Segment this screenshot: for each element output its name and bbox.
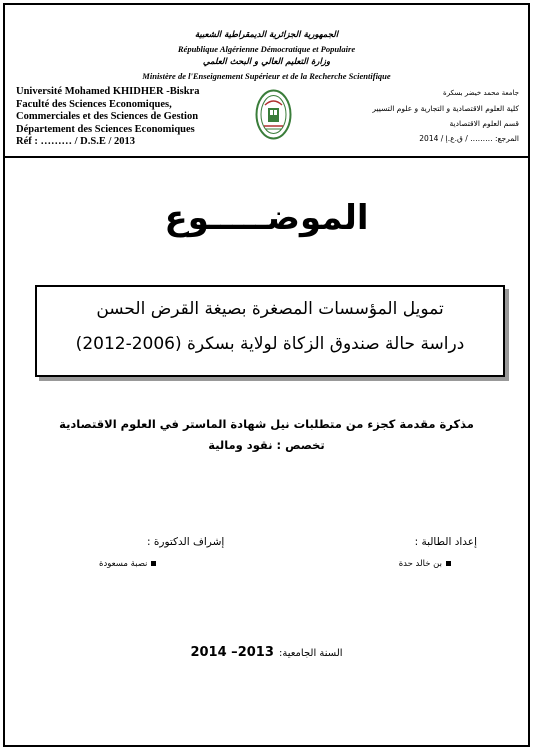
memo-specialty: تخصص : نقود ومالية — [208, 438, 325, 452]
academic-year-label: السنة الجامعية: — [278, 648, 343, 659]
thesis-title-box — [35, 285, 505, 377]
academic-year-value: 2013– 2014 — [190, 645, 274, 660]
reference-ar: المرجع: ……… / ق.ع.إ / 2014 — [419, 134, 519, 143]
header-fr-republic: République Algérienne Démocratique et Populaire — [177, 44, 356, 54]
university-fr-block — [16, 86, 199, 149]
subject-heading: الموضـــــوع — [164, 198, 369, 238]
thesis-title-line2: دراسة حالة صندوق الزكاة لولاية بسكرة (2006-2012) — [75, 334, 465, 354]
department-fr: Département des Sciences Economiques — [16, 123, 195, 135]
header-ar-ministry: وزارة التعليم العالي و البحث العلمي — [202, 57, 331, 67]
university-fr-name: Université Mohamed KHIDHER -Biskra — [16, 86, 200, 97]
faculty-fr-line1: Faculté des Sciences Economiques, — [16, 98, 172, 110]
university-ar-name: جامعة محمد خيضر بسكرة — [443, 89, 519, 97]
header-fr-ministry: Ministère de l'Enseignement Supérieur et de la Recherche Scientifique — [142, 71, 391, 81]
header-ar-republic: الجمهورية الجزائرية الديمقراطية الشعبية — [194, 30, 339, 40]
memo-purpose: مذكرة مقدمة كجزء من متطلبات نيل شهادة الماستر في العلوم الاقتصادية — [59, 417, 474, 431]
university-logo-icon — [255, 89, 292, 140]
supervisor-name: نصبة مسعودة — [99, 559, 148, 569]
thesis-title-line1: تمويل المؤسسات المصغرة بصيغة القرض الحسن — [96, 299, 444, 319]
supervisor-name-row — [99, 559, 156, 569]
supervisor-label: إشراف الدكتورة : — [147, 536, 225, 548]
faculty-fr-line2: Commerciales et des Sciences de Gestion — [16, 111, 199, 122]
reference-fr: Réf : ……… / D.S.E / 2013 — [16, 136, 135, 147]
student-name-row — [399, 559, 451, 569]
header-divider — [5, 156, 528, 158]
department-ar: قسم العلوم الاقتصادية — [449, 119, 519, 128]
student-label: إعداد الطالبة : — [414, 536, 477, 548]
bullet-icon — [151, 561, 156, 566]
bullet-icon — [446, 561, 451, 566]
university-ar-block — [309, 86, 519, 146]
faculty-ar: كلية العلوم الاقتصادية و التجارية و علوم التسيير — [372, 104, 519, 113]
student-name: بن خالد حدة — [398, 559, 442, 569]
academic-year — [0, 641, 533, 660]
